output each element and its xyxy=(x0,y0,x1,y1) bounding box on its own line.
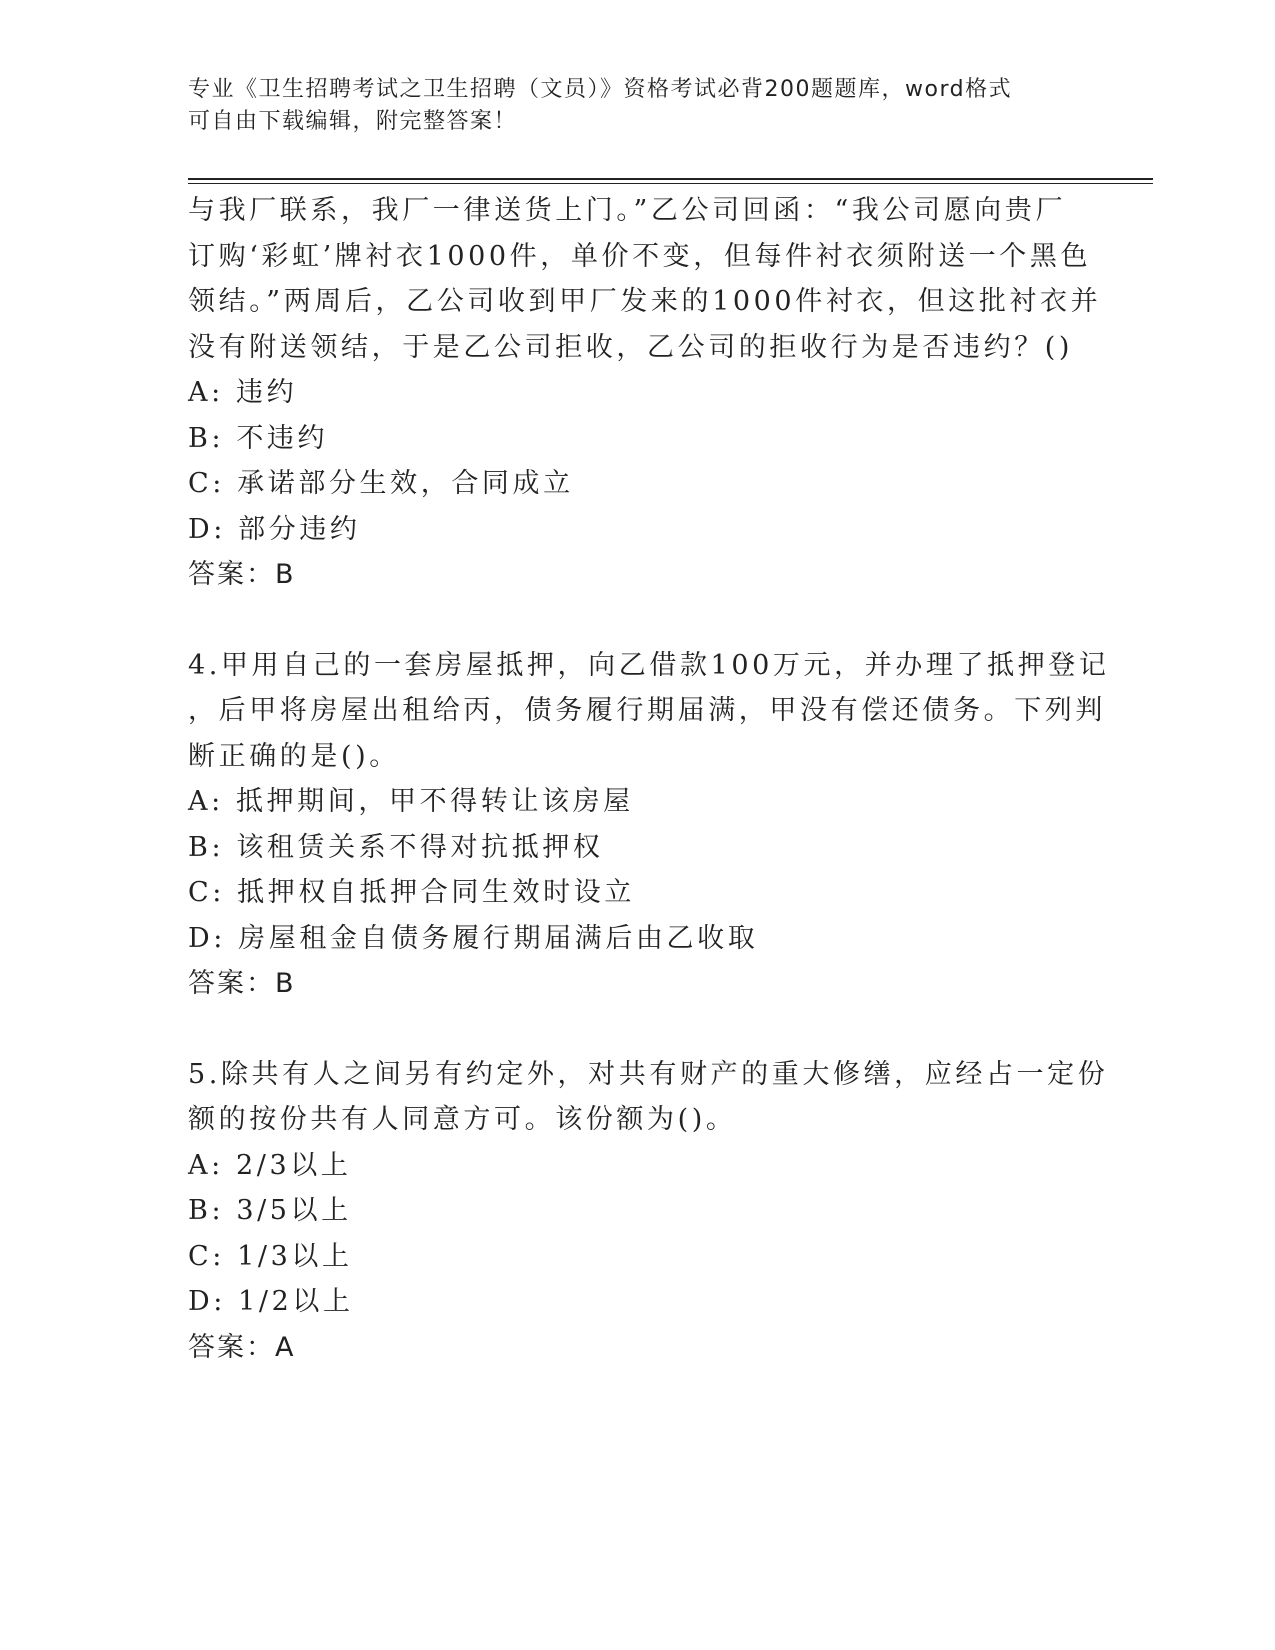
option-c: C: 承诺部分生效，合同成立 xyxy=(188,468,574,499)
option-a: A: 2/3以上 xyxy=(188,1149,352,1181)
option-b: B: 该租赁关系不得对抗抵押权 xyxy=(188,831,604,863)
option-d: D: 1/2以上 xyxy=(188,1286,354,1317)
question-text-line: ，后甲将房屋出租给丙，债务履行期届满，甲没有偿还债务。下列判 xyxy=(188,695,1106,726)
header-divider-thick xyxy=(188,178,1153,180)
spacer xyxy=(188,1007,1088,1052)
option-a: A: 违约 xyxy=(188,377,298,408)
option-d: D: 部分违约 xyxy=(188,513,361,545)
answer-label: 答案：A xyxy=(188,1331,296,1363)
question-text-line: 与我厂联系，我厂一律送货上门。”乙公司回函：“我公司愿向贵厂 xyxy=(188,195,1067,226)
option-c: C: 抵押权自抵押合同生效时设立 xyxy=(188,877,635,908)
option-c: C: 1/3以上 xyxy=(188,1240,353,1272)
question-3 xyxy=(188,188,1102,598)
header-line-1: 专业《卫生招聘考试之卫生招聘（文员）》资格考试必背200题题库，word格式 xyxy=(188,77,1013,102)
question-text-line: 5.除共有人之间另有约定外，对共有财产的重大修缮，应经占一定份 xyxy=(188,1058,1109,1090)
question-4 xyxy=(188,643,1110,1007)
question-5 xyxy=(188,1052,1109,1371)
option-d: D: 房屋租金自债务履行期届满后由乙收取 xyxy=(188,922,759,954)
question-text-line: 4.甲用自己的一套房屋抵押，向乙借款100万元，并办理了抵押登记 xyxy=(188,649,1110,681)
option-b: B: 3/5以上 xyxy=(188,1195,352,1226)
question-text-line: 断正确的是()。 xyxy=(188,740,400,772)
option-a: A: 抵押期间，甲不得转让该房屋 xyxy=(188,786,634,817)
question-content xyxy=(188,188,1110,1370)
question-text-line: 额的按份共有人同意方可。该份额为()。 xyxy=(188,1104,737,1135)
answer-label: 答案：B xyxy=(188,968,296,999)
question-text-line: 没有附送领结，于是乙公司拒收，乙公司的拒收行为是否违约？() xyxy=(188,331,1074,363)
spacer xyxy=(188,598,1088,643)
question-text-line: 订购‘彩虹’牌衬衣1000件，单价不变，但每件衬衣须附送一个黑色 xyxy=(188,240,1092,272)
header-divider-thin xyxy=(188,183,1153,184)
answer-label: 答案：B xyxy=(188,559,296,590)
document-header xyxy=(188,74,1068,138)
option-b: B: 不违约 xyxy=(188,422,329,454)
question-text-line: 领结。”两周后，乙公司收到甲厂发来的1000件衬衣，但这批衬衣并 xyxy=(188,286,1102,317)
header-line-2: 可自由下载编辑，附完整答案！ xyxy=(188,109,518,134)
